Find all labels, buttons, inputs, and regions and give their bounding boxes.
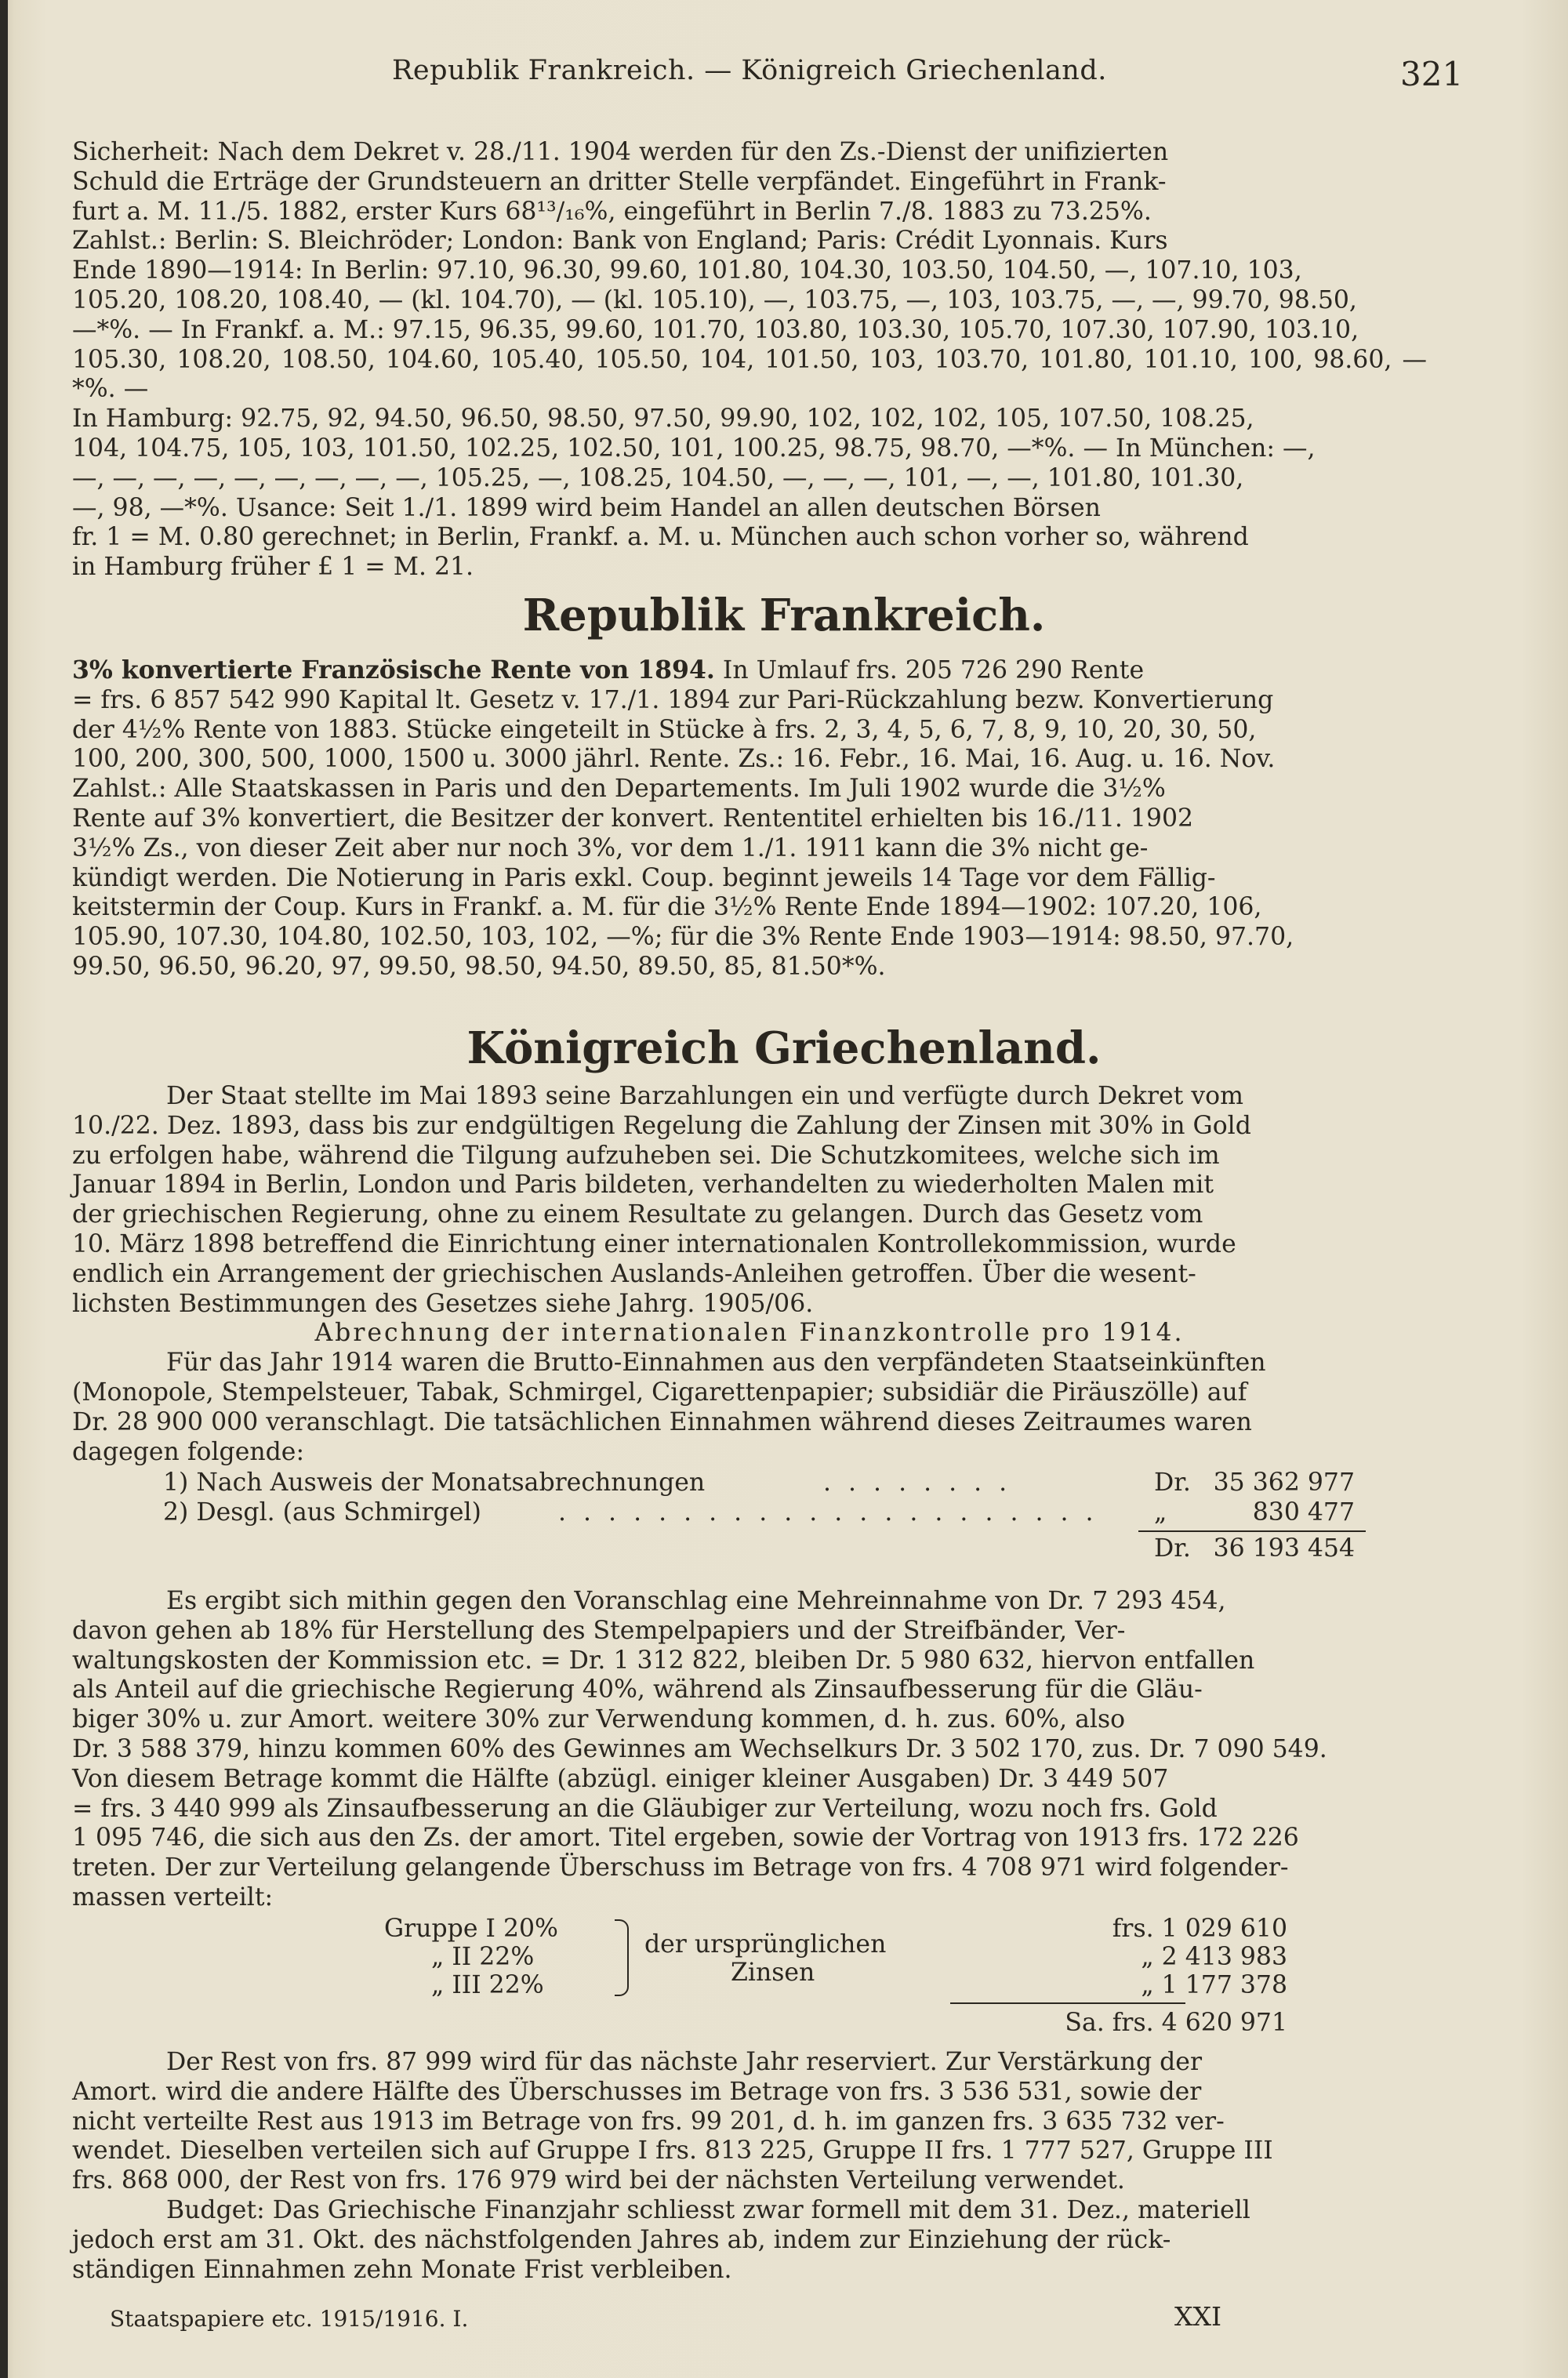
text-line: 105.30, 108.20, 108.50, 104.60, 105.40, 105.50, 104, 101.50, 103, 103.70, 101.80, 101.10, 100, 98.60, —*%. —	[72, 345, 1427, 404]
ledger-label: 2) Desgl. (aus Schmirgel)	[163, 1498, 481, 1527]
text-line: 104, 104.75, 105, 103, 101.50, 102.25, 102.50, 101, 100.25, 98.75, 98.70, —*%. — In München: —,	[72, 434, 1316, 463]
text-line: wendet. Dieselben verteilen sich auf Gruppe I frs. 813 225, Gruppe II frs. 1 777 527, Gruppe III	[72, 2137, 1273, 2166]
text-line: jedoch erst am 31. Okt. des nächstfolgenden Jahres ab, indem zur Einziehung der rück-	[72, 2225, 1171, 2254]
text-line-rest: In Umlauf frs. 205 726 290 Rente	[714, 656, 1145, 684]
intro-paragraph	[72, 138, 1427, 583]
text-line: der griechischen Regierung, ohne zu einem Resultate zu gelangen. Durch das Gesetz vom	[72, 1200, 1203, 1229]
ledger-currency: Dr.	[1154, 1534, 1191, 1563]
text-line: Zahlst.: Alle Staatskassen in Paris und den Departements. Im Juli 1902 wurde die 3½%	[72, 775, 1166, 804]
france-paragraph	[72, 655, 1427, 982]
text-line: 100, 200, 300, 500, 1000, 1500 u. 3000 jährl. Rente. Zs.: 16. Febr., 16. Mai, 16. Aug. u. 16. Nov.	[72, 745, 1276, 774]
text-line: —, —, —, —, —, —, —, —, —, 105.25, —, 108.25, 104.50, —, —, —, 101, —, —, 101.80, 101.30,	[72, 463, 1244, 492]
ledger-total-amount: 36 193 454	[1213, 1534, 1355, 1563]
text-line: (Monopole, Stempelsteuer, Tabak, Schmirgel, Cigarettenpapier; subsidiär die Piräuszölle) auf	[72, 1378, 1247, 1407]
group-amount: frs. 1 029 610	[1112, 1915, 1287, 1943]
ledger-label: 1) Nach Ausweis der Monatsabrechnungen	[163, 1469, 706, 1497]
text-line: zu erfolgen habe, während die Tilgung aufzuheben sei. Die Schutzkomitees, welche sich im	[72, 1141, 1220, 1170]
ledger-currency: Dr.	[1154, 1469, 1191, 1497]
text-line: Der Rest von frs. 87 999 wird für das nächste Jahr reserviert. Zur Verstärkung der	[166, 2048, 1203, 2076]
text-line: Sicherheit: Nach dem Dekret v. 28./11. 1904 werden für den Zs.-Dienst der unifizierten	[72, 138, 1169, 166]
ledger-total-row	[72, 1534, 1427, 1563]
grouping-brace	[615, 1919, 629, 1996]
text-line: als Anteil auf die griechische Regierung 40%, während als Zinsaufbesserung für die Gläu-	[72, 1675, 1203, 1705]
text-line: Januar 1894 in Berlin, London und Paris bildeten, verhandelten zu wiederholten Malen mit	[72, 1171, 1214, 1200]
text-line: Dr. 28 900 000 veranschlagt. Die tatsächlichen Einnahmen während dieses Zeitraumes waren	[72, 1407, 1252, 1436]
text-line: In Hamburg: 92.75, 92, 94.50, 96.50, 98.50, 97.50, 99.90, 102, 102, 102, 105, 107.50, 108.25,	[72, 405, 1254, 434]
ledger-row	[72, 1498, 1427, 1527]
text-line: biger 30% u. zur Amort. weitere 30% zur Verwendung kommen, d. h. zus. 60%, also	[72, 1705, 1126, 1734]
group-middle-text: der ursprünglichen	[644, 1930, 887, 1959]
greece-paragraph-4	[72, 2048, 1427, 2285]
text-line: Für das Jahr 1914 waren die Brutto-Einnahmen aus den verpfändeten Staatseinkünften	[166, 1349, 1266, 1378]
section-title-france: Republik Frankreich.	[522, 590, 1046, 641]
text-line: frs. 868 000, der Rest von frs. 176 979 wird bei der nächsten Verteilung verwendet.	[72, 2166, 1125, 2195]
group-middle-text: Zinsen	[731, 1959, 815, 1987]
text-line: = frs. 6 857 542 990 Kapital lt. Gesetz v. 17./1. 1894 zur Pari-Rückzahlung bezw. Konvertierung	[72, 685, 1274, 714]
text-line: 105.20, 108.20, 108.40, — (kl. 104.70), — (kl. 105.10), —, 103.75, —, 103, 103.75, —, —, 99.70, 98.50,	[72, 285, 1357, 314]
text-line: Zahlst.: Berlin: S. Bleichröder; London: Bank von England; Paris: Crédit Lyonnais. Kurs	[72, 227, 1168, 256]
text-line: fr. 1 = M. 0.80 gerechnet; in Berlin, Frankf. a. M. u. München auch schon vorher so, während	[72, 523, 1249, 552]
text-line: Rente auf 3% konvertiert, die Besitzer der konvert. Rententitel erhielten bis 16./11. 1902	[72, 804, 1194, 833]
page-number: 321	[1400, 55, 1464, 93]
text-line: Es ergibt sich mithin gegen den Voranschlag eine Mehreinnahme von Dr. 7 293 454,	[166, 1587, 1226, 1615]
text-line	[72, 655, 1427, 686]
text-line: —, 98, —*%. Usance: Seit 1./1. 1899 wird beim Handel an allen deutschen Börsen	[72, 493, 1101, 522]
section-title-greece: Königreich Griechenland.	[466, 1022, 1102, 1074]
footer-signature: Staatspapiere etc. 1915/1916. I.	[110, 2306, 469, 2332]
group-label: „ III 22%	[431, 1971, 544, 1999]
text-line: dagegen folgende:	[72, 1437, 305, 1466]
text-line: 99.50, 96.50, 96.20, 97, 99.50, 98.50, 94.50, 89.50, 85, 81.50*%.	[72, 952, 886, 981]
text-line: treten. Der zur Verteilung gelangende Überschuss im Betrage von frs. 4 708 971 wird folgender-	[72, 1853, 1289, 1882]
text-line: Ende 1890—1914: In Berlin: 97.10, 96.30, 99.60, 101.80, 104.30, 103.50, 104.50, —, 107.10, 103,	[72, 256, 1302, 285]
leader-dots: . . . . . . . . . . . . . . . . . . . . . .	[558, 1498, 1098, 1527]
ledger-amount: 35 362 977	[1213, 1469, 1355, 1497]
leader-dots: . . . . . . . .	[823, 1469, 1012, 1497]
greece-paragraph-3	[72, 1587, 1427, 1913]
book-spine-edge	[0, 0, 8, 2378]
text-line: waltungskosten der Kommission etc. = Dr. 1 312 822, bleiben Dr. 5 980 632, hiervon entfallen	[72, 1646, 1255, 1675]
text-line: = frs. 3 440 999 als Zinsaufbesserung an die Gläubiger zur Verteilung, wozu noch frs. Gold	[72, 1794, 1218, 1823]
group-amount: „ 2 413 983	[1141, 1943, 1287, 1971]
text-line: kündigt werden. Die Notierung in Paris exkl. Coup. beginnt jeweils 14 Tage vor dem Fällig-	[72, 863, 1216, 892]
subsection-title: Abrechnung der internationalen Finanzkontrolle pro 1914.	[314, 1319, 1185, 1348]
text-line: ständigen Einnahmen zehn Monate Frist verbleiben.	[72, 2255, 732, 2284]
distribution-groups	[72, 1915, 1427, 2048]
sum-rule	[950, 2002, 1185, 2004]
text-line: massen verteilt:	[72, 1882, 274, 1911]
text-line: Budget: Das Griechische Finanzjahr schliesst zwar formell mit dem 31. Dez., materiell	[166, 2195, 1250, 2224]
text-line: 3½% Zs., von dieser Zeit aber nur noch 3%, vor dem 1./1. 1911 kann die 3% nicht ge-	[72, 833, 1149, 862]
text-line: nicht verteilte Rest aus 1913 im Betrage von frs. 99 201, d. h. im ganzen frs. 3 635 732 ver-	[72, 2107, 1225, 2136]
group-label: „ II 22%	[431, 1943, 535, 1971]
sum-rule	[1138, 1530, 1366, 1532]
ledger-amount: 830 477	[1252, 1498, 1355, 1527]
text-line: furt a. M. 11./5. 1882, erster Kurs 68¹³/₁₆%, eingeführt in Berlin 7./8. 1883 zu 73.25%.	[72, 197, 1152, 226]
text-line: der 4½% Rente von 1883. Stücke eingeteilt in Stücke à frs. 2, 3, 4, 5, 6, 7, 8, 9, 10, 20, 30, 50,	[72, 715, 1257, 744]
text-line: davon gehen ab 18% für Herstellung des Stempelpapiers und der Streifbänder, Ver-	[72, 1616, 1126, 1645]
group-total: Sa. frs. 4 620 971	[1065, 2009, 1287, 2037]
ledger-row	[72, 1468, 1427, 1498]
footer-sheet-mark: XXI	[1174, 2301, 1222, 2332]
text-line: Der Staat stellte im Mai 1893 seine Barzahlungen ein und verfügte durch Dekret vom	[166, 1082, 1243, 1110]
text-line: 1 095 746, die sich aus den Zs. der amort. Titel ergeben, sowie der Vortrag von 1913 frs. 172 226	[72, 1824, 1299, 1853]
text-line: Amort. wird die andere Hälfte des Überschusses im Betrage von frs. 3 536 531, sowie der	[72, 2077, 1202, 2106]
text-line: keitstermin der Coup. Kurs in Frankf. a. M. für die 3½% Rente Ende 1894—1902: 107.20, 106,	[72, 893, 1262, 922]
running-title: Republik Frankreich. — Königreich Griechenland.	[392, 55, 1107, 86]
revenue-ledger	[72, 1468, 1427, 1563]
text-line: in Hamburg früher £ 1 = M. 21.	[72, 553, 474, 582]
text-line: Dr. 3 588 379, hinzu kommen 60% des Gewinnes am Wechselkurs Dr. 3 502 170, zus. Dr. 7 090 549.	[72, 1734, 1327, 1763]
ledger-currency: „	[1154, 1498, 1167, 1527]
text-line: Von diesem Betrage kommt die Hälfte (abzügl. einiger kleiner Ausgaben) Dr. 3 449 507	[72, 1764, 1169, 1793]
group-amount: „ 1 177 378	[1141, 1971, 1287, 1999]
text-line: —*%. — In Frankf. a. M.: 97.15, 96.35, 99.60, 101.70, 103.80, 103.30, 105.70, 107.30, 107.90, 103.10,	[72, 315, 1359, 344]
text-line: endlich ein Arrangement der griechischen Auslands-Anleihen getroffen. Über die wesent-	[72, 1259, 1196, 1288]
text-line: lichsten Bestimmungen des Gesetzes siehe Jahrg. 1905/06.	[72, 1289, 814, 1318]
text-line: 10. März 1898 betreffend die Einrichtung einer internationalen Kontrollekommission, wurde	[72, 1229, 1236, 1258]
greece-paragraph-1	[72, 1082, 1427, 1467]
text-line: 10./22. Dez. 1893, dass bis zur endgültigen Regelung die Zahlung der Zinsen mit 30% in Gold	[72, 1111, 1251, 1140]
group-label: Gruppe I 20%	[384, 1915, 558, 1943]
text-line: 105.90, 107.30, 104.80, 102.50, 103, 102, —%; für die 3% Rente Ende 1903—1914: 98.50, 97.70,	[72, 923, 1294, 952]
text-line: Schuld die Erträge der Grundsteuern an dritter Stelle verpfändet. Eingeführt in Frank-	[72, 167, 1167, 196]
bond-heading: 3% konvertierte Französische Rente von 1894.	[72, 655, 715, 684]
